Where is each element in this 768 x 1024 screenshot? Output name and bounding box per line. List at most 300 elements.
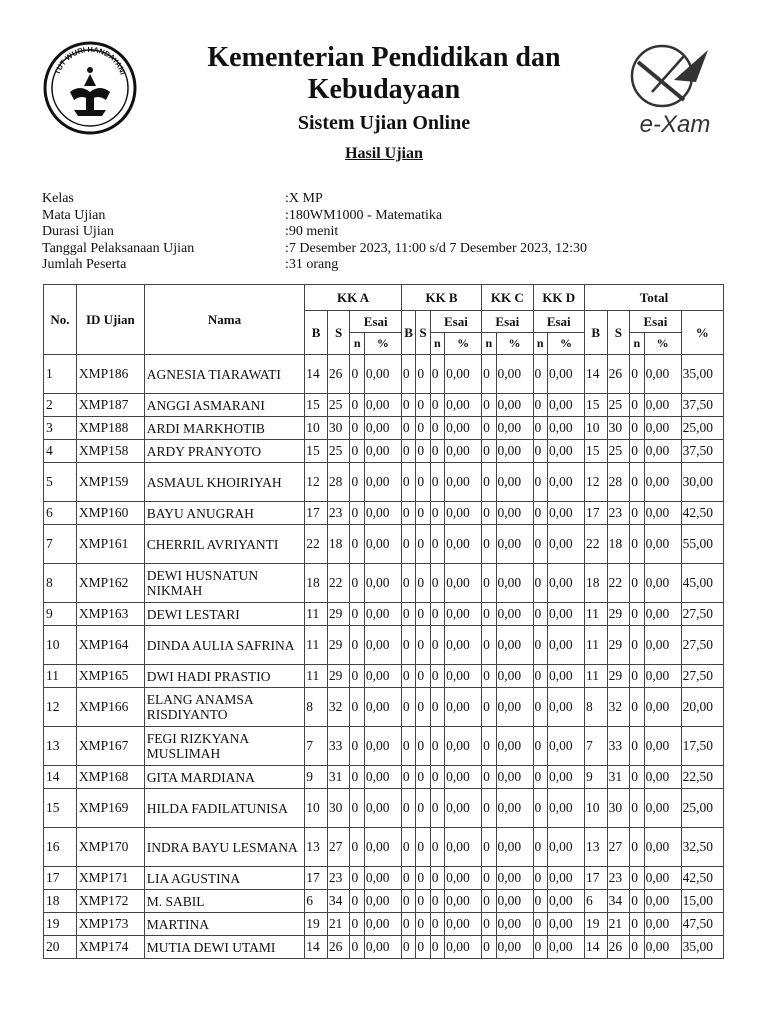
score-cell: 18 <box>584 564 607 603</box>
table-row <box>44 789 724 828</box>
score-cell: 18 <box>327 525 350 564</box>
score-cell: 28 <box>327 463 350 502</box>
score-cell: 17 <box>584 867 607 890</box>
col-total: Total <box>584 285 723 311</box>
score-cell: 0 <box>416 502 430 525</box>
score-cell: 47,50 <box>681 913 723 936</box>
student-name: FEGI RIZKYANA MUSLIMAH <box>144 727 304 766</box>
table-row <box>44 394 724 417</box>
col-kkd-n: n <box>533 333 547 355</box>
info-label: Durasi Ujian <box>42 224 114 239</box>
score-cell: 18 <box>607 525 630 564</box>
col-kka-b: B <box>305 311 328 355</box>
score-cell: 10 <box>305 417 328 440</box>
score-cell: 0,00 <box>496 355 533 394</box>
score-cell: 0,00 <box>547 688 584 727</box>
row-number: 20 <box>44 936 77 959</box>
score-cell: 0,00 <box>644 355 681 394</box>
score-cell: 0,00 <box>644 463 681 502</box>
score-cell: 0 <box>350 688 364 727</box>
score-cell: 0 <box>482 766 496 789</box>
score-cell: 0 <box>482 867 496 890</box>
score-cell: 0 <box>533 355 547 394</box>
score-cell: 0 <box>416 665 430 688</box>
exam-id: XMP161 <box>76 525 144 564</box>
student-name: ARDY PRANYOTO <box>144 440 304 463</box>
student-name: DINDA AULIA SAFRINA <box>144 626 304 665</box>
exam-id: XMP174 <box>76 936 144 959</box>
score-cell: 0 <box>630 564 644 603</box>
score-cell: 0 <box>350 626 364 665</box>
score-cell: 25 <box>607 394 630 417</box>
col-kka-s: S <box>327 311 350 355</box>
score-cell: 0 <box>350 355 364 394</box>
score-cell: 0 <box>533 789 547 828</box>
row-number: 14 <box>44 766 77 789</box>
score-cell: 0 <box>630 727 644 766</box>
info-value: :180WM1000 - Matematika <box>285 207 443 223</box>
table-row <box>44 936 724 959</box>
row-number: 1 <box>44 355 77 394</box>
row-number: 4 <box>44 440 77 463</box>
student-name: ELANG ANAMSA RISDIYANTO <box>144 688 304 727</box>
score-cell: 0,00 <box>547 394 584 417</box>
score-cell: 0,00 <box>547 564 584 603</box>
score-cell: 0 <box>350 525 364 564</box>
score-cell: 0,00 <box>496 688 533 727</box>
student-name: DEWI HUSNATUN NIKMAH <box>144 564 304 603</box>
score-cell: 0 <box>401 440 415 463</box>
score-cell: 0 <box>482 789 496 828</box>
score-cell: 0 <box>416 913 430 936</box>
score-cell: 0 <box>630 688 644 727</box>
score-cell: 0 <box>482 665 496 688</box>
score-cell: 0 <box>533 665 547 688</box>
score-cell: 29 <box>327 603 350 626</box>
score-cell: 0 <box>533 440 547 463</box>
score-cell: 0 <box>401 626 415 665</box>
score-cell: 28 <box>607 463 630 502</box>
row-number: 17 <box>44 867 77 890</box>
score-cell: 0 <box>482 525 496 564</box>
score-cell: 0 <box>482 463 496 502</box>
score-cell: 15,00 <box>681 890 723 913</box>
score-cell: 0,00 <box>496 394 533 417</box>
exam-id: XMP162 <box>76 564 144 603</box>
score-cell: 0 <box>630 766 644 789</box>
score-cell: 25,00 <box>681 789 723 828</box>
score-cell: 0 <box>533 463 547 502</box>
score-cell: 0 <box>416 890 430 913</box>
row-number: 6 <box>44 502 77 525</box>
score-cell: 0 <box>630 502 644 525</box>
col-kka-pct: % <box>364 333 401 355</box>
score-cell: 0 <box>350 440 364 463</box>
score-cell: 0 <box>482 913 496 936</box>
score-cell: 29 <box>327 626 350 665</box>
score-cell: 0,00 <box>364 417 401 440</box>
score-cell: 17 <box>584 502 607 525</box>
student-name: INDRA BAYU LESMANA <box>144 828 304 867</box>
score-cell: 0,00 <box>644 828 681 867</box>
score-cell: 0 <box>350 603 364 626</box>
score-cell: 0 <box>430 789 444 828</box>
score-cell: 0 <box>630 828 644 867</box>
score-cell: 42,50 <box>681 502 723 525</box>
score-cell: 0,00 <box>496 440 533 463</box>
col-total-s: S <box>607 311 630 355</box>
score-cell: 0,00 <box>644 727 681 766</box>
score-cell: 0 <box>430 355 444 394</box>
score-cell: 34 <box>607 890 630 913</box>
row-number: 15 <box>44 789 77 828</box>
exam-id: XMP158 <box>76 440 144 463</box>
score-cell: 21 <box>607 913 630 936</box>
col-total-esai-pct: % <box>644 333 681 355</box>
score-cell: 0,00 <box>496 890 533 913</box>
score-cell: 0 <box>350 867 364 890</box>
score-cell: 0,00 <box>364 890 401 913</box>
score-cell: 0,00 <box>364 828 401 867</box>
score-cell: 0 <box>416 936 430 959</box>
score-cell: 0 <box>350 890 364 913</box>
score-cell: 0 <box>416 766 430 789</box>
score-cell: 0 <box>430 626 444 665</box>
info-row <box>42 257 587 274</box>
score-cell: 0,00 <box>364 355 401 394</box>
score-cell: 0 <box>416 603 430 626</box>
score-cell: 0,00 <box>364 626 401 665</box>
score-cell: 0,00 <box>496 665 533 688</box>
col-kkb-b: B <box>401 311 415 355</box>
score-cell: 0,00 <box>644 440 681 463</box>
col-total-b: B <box>584 311 607 355</box>
score-cell: 26 <box>607 936 630 959</box>
score-cell: 11 <box>305 603 328 626</box>
col-id-ujian: ID Ujian <box>76 285 144 355</box>
score-cell: 0,00 <box>445 789 482 828</box>
score-cell: 23 <box>327 867 350 890</box>
score-cell: 0,00 <box>496 417 533 440</box>
score-cell: 0,00 <box>496 828 533 867</box>
score-cell: 0 <box>533 417 547 440</box>
info-row <box>42 224 587 241</box>
score-cell: 0 <box>350 502 364 525</box>
table-row <box>44 890 724 913</box>
row-number: 3 <box>44 417 77 440</box>
score-cell: 0,00 <box>364 564 401 603</box>
table-row <box>44 665 724 688</box>
info-label: Jumlah Peserta <box>42 257 127 272</box>
score-cell: 0 <box>533 867 547 890</box>
page-header <box>150 42 618 135</box>
score-cell: 0,00 <box>644 936 681 959</box>
student-name: DEWI LESTARI <box>144 603 304 626</box>
score-cell: 0 <box>630 463 644 502</box>
score-cell: 0 <box>416 355 430 394</box>
score-cell: 25 <box>327 394 350 417</box>
score-cell: 0,00 <box>496 525 533 564</box>
score-cell: 42,50 <box>681 867 723 890</box>
score-cell: 0 <box>401 394 415 417</box>
score-cell: 20,00 <box>681 688 723 727</box>
student-name: BAYU ANUGRAH <box>144 502 304 525</box>
score-cell: 29 <box>607 626 630 665</box>
score-cell: 29 <box>607 603 630 626</box>
table-row <box>44 355 724 394</box>
score-cell: 0 <box>416 463 430 502</box>
score-cell: 0 <box>430 440 444 463</box>
score-cell: 0 <box>416 727 430 766</box>
info-value: :31 orang <box>285 257 339 272</box>
score-cell: 0 <box>350 417 364 440</box>
score-cell: 0 <box>430 463 444 502</box>
score-cell: 0,00 <box>445 440 482 463</box>
info-row <box>42 241 587 258</box>
score-cell: 0,00 <box>364 394 401 417</box>
col-kkb-esai: Esai <box>430 311 481 333</box>
score-cell: 0,00 <box>445 727 482 766</box>
score-cell: 13 <box>305 828 328 867</box>
score-cell: 31 <box>607 766 630 789</box>
row-number: 13 <box>44 727 77 766</box>
score-cell: 11 <box>584 603 607 626</box>
score-cell: 14 <box>584 355 607 394</box>
score-cell: 0 <box>401 525 415 564</box>
table-row <box>44 867 724 890</box>
score-cell: 45,00 <box>681 564 723 603</box>
student-name: MUTIA DEWI UTAMI <box>144 936 304 959</box>
col-kkb-pct: % <box>445 333 482 355</box>
score-cell: 0,00 <box>644 502 681 525</box>
score-cell: 0 <box>401 913 415 936</box>
score-cell: 10 <box>584 789 607 828</box>
score-cell: 0 <box>533 525 547 564</box>
score-cell: 0,00 <box>364 502 401 525</box>
score-cell: 15 <box>584 440 607 463</box>
col-kkb-s: S <box>416 311 430 355</box>
score-cell: 0 <box>416 828 430 867</box>
exam-id: XMP168 <box>76 766 144 789</box>
score-cell: 0 <box>430 665 444 688</box>
score-cell: 11 <box>584 626 607 665</box>
score-cell: 0,00 <box>644 603 681 626</box>
col-kk-b: KK B <box>401 285 481 311</box>
score-cell: 0,00 <box>496 626 533 665</box>
score-cell: 0 <box>630 665 644 688</box>
score-cell: 55,00 <box>681 525 723 564</box>
info-value: :X MP <box>285 191 323 206</box>
score-cell: 0 <box>533 913 547 936</box>
score-cell: 0,00 <box>364 913 401 936</box>
score-cell: 7 <box>305 727 328 766</box>
row-number: 8 <box>44 564 77 603</box>
score-cell: 0,00 <box>364 440 401 463</box>
score-cell: 0,00 <box>496 564 533 603</box>
score-cell: 0 <box>416 789 430 828</box>
score-cell: 0,00 <box>496 867 533 890</box>
score-cell: 0 <box>533 727 547 766</box>
student-name: ARDI MARKHOTIB <box>144 417 304 440</box>
score-cell: 0 <box>533 394 547 417</box>
score-cell: 0,00 <box>547 665 584 688</box>
score-cell: 0 <box>350 727 364 766</box>
score-cell: 0,00 <box>547 525 584 564</box>
score-cell: 0,00 <box>547 440 584 463</box>
score-cell: 15 <box>305 394 328 417</box>
exam-id: XMP172 <box>76 890 144 913</box>
score-cell: 0 <box>401 789 415 828</box>
results-table <box>43 284 724 959</box>
score-cell: 0,00 <box>445 766 482 789</box>
score-cell: 0,00 <box>445 867 482 890</box>
score-cell: 0,00 <box>445 626 482 665</box>
score-cell: 0,00 <box>644 867 681 890</box>
student-name: LIA AGUSTINA <box>144 867 304 890</box>
score-cell: 0 <box>350 828 364 867</box>
score-cell: 0 <box>630 789 644 828</box>
score-cell: 0 <box>533 502 547 525</box>
row-number: 5 <box>44 463 77 502</box>
score-cell: 0 <box>416 564 430 603</box>
score-cell: 21 <box>327 913 350 936</box>
score-cell: 0,00 <box>644 394 681 417</box>
col-kk-a: KK A <box>305 285 402 311</box>
score-cell: 30 <box>607 789 630 828</box>
score-cell: 0,00 <box>364 688 401 727</box>
score-cell: 18 <box>305 564 328 603</box>
score-cell: 0,00 <box>644 890 681 913</box>
score-cell: 0 <box>630 867 644 890</box>
info-label: Tanggal Pelaksanaan Ujian <box>42 240 195 256</box>
score-cell: 0,00 <box>445 913 482 936</box>
score-cell: 23 <box>327 502 350 525</box>
table-row <box>44 417 724 440</box>
exam-id: XMP169 <box>76 789 144 828</box>
score-cell: 0 <box>430 890 444 913</box>
score-cell: 0 <box>482 502 496 525</box>
score-cell: 26 <box>607 355 630 394</box>
info-label: Mata Ujian <box>42 207 106 223</box>
score-cell: 10 <box>584 417 607 440</box>
score-cell: 0 <box>630 626 644 665</box>
score-cell: 27,50 <box>681 665 723 688</box>
score-cell: 0 <box>430 913 444 936</box>
student-name: HILDA FADILATUNISA <box>144 789 304 828</box>
score-cell: 0 <box>430 525 444 564</box>
score-cell: 22,50 <box>681 766 723 789</box>
col-nama: Nama <box>144 285 304 355</box>
table-row <box>44 766 724 789</box>
score-cell: 8 <box>584 688 607 727</box>
score-cell: 0 <box>430 564 444 603</box>
score-cell: 32 <box>607 688 630 727</box>
score-cell: 17 <box>305 867 328 890</box>
table-row <box>44 828 724 867</box>
subtitle: Sistem Ujian Online <box>297 112 471 134</box>
score-cell: 0 <box>482 727 496 766</box>
score-cell: 0,00 <box>445 394 482 417</box>
score-cell: 0,00 <box>445 665 482 688</box>
row-number: 19 <box>44 913 77 936</box>
score-cell: 0,00 <box>547 890 584 913</box>
score-cell: 11 <box>305 626 328 665</box>
score-cell: 0 <box>430 766 444 789</box>
row-number: 18 <box>44 890 77 913</box>
score-cell: 0 <box>416 525 430 564</box>
score-cell: 0 <box>401 890 415 913</box>
score-cell: 0 <box>630 440 644 463</box>
score-cell: 22 <box>327 564 350 603</box>
col-kka-n: n <box>350 333 364 355</box>
score-cell: 22 <box>305 525 328 564</box>
score-cell: 0,00 <box>496 936 533 959</box>
score-cell: 25 <box>607 440 630 463</box>
exam-id: XMP159 <box>76 463 144 502</box>
score-cell: 0 <box>630 936 644 959</box>
score-cell: 0 <box>416 626 430 665</box>
title-line-2: Kebudayaan <box>307 74 461 105</box>
student-name: MARTINA <box>144 913 304 936</box>
score-cell: 0 <box>482 355 496 394</box>
score-cell: 31 <box>327 766 350 789</box>
score-cell: 0 <box>350 564 364 603</box>
score-cell: 0 <box>416 394 430 417</box>
score-cell: 30,00 <box>681 463 723 502</box>
score-cell: 30 <box>327 789 350 828</box>
exam-id: XMP167 <box>76 727 144 766</box>
score-cell: 32,50 <box>681 828 723 867</box>
score-cell: 34 <box>327 890 350 913</box>
score-cell: 0,00 <box>644 913 681 936</box>
score-cell: 29 <box>327 665 350 688</box>
score-cell: 35,00 <box>681 936 723 959</box>
score-cell: 14 <box>584 936 607 959</box>
score-cell: 0,00 <box>364 867 401 890</box>
table-row <box>44 502 724 525</box>
score-cell: 0 <box>401 355 415 394</box>
student-name: CHERRIL AVRIYANTI <box>144 525 304 564</box>
score-cell: 0 <box>482 603 496 626</box>
score-cell: 0 <box>533 688 547 727</box>
score-cell: 37,50 <box>681 394 723 417</box>
score-cell: 0,00 <box>547 727 584 766</box>
score-cell: 25,00 <box>681 417 723 440</box>
score-cell: 32 <box>327 688 350 727</box>
score-cell: 0,00 <box>496 502 533 525</box>
row-number: 7 <box>44 525 77 564</box>
score-cell: 35,00 <box>681 355 723 394</box>
score-cell: 0 <box>430 417 444 440</box>
row-number: 16 <box>44 828 77 867</box>
exam-id: XMP170 <box>76 828 144 867</box>
score-cell: 33 <box>607 727 630 766</box>
score-cell: 27 <box>607 828 630 867</box>
score-cell: 0 <box>430 502 444 525</box>
score-cell: 0,00 <box>547 936 584 959</box>
score-cell: 0 <box>482 890 496 913</box>
score-cell: 9 <box>584 766 607 789</box>
score-cell: 0 <box>630 913 644 936</box>
info-row <box>42 208 587 225</box>
score-cell: 0,00 <box>496 603 533 626</box>
score-cell: 0 <box>533 766 547 789</box>
info-value: :90 menit <box>285 224 339 239</box>
col-kk-c: KK C <box>482 285 533 311</box>
score-cell: 0,00 <box>547 766 584 789</box>
score-cell: 0 <box>416 688 430 727</box>
score-cell: 0 <box>430 603 444 626</box>
